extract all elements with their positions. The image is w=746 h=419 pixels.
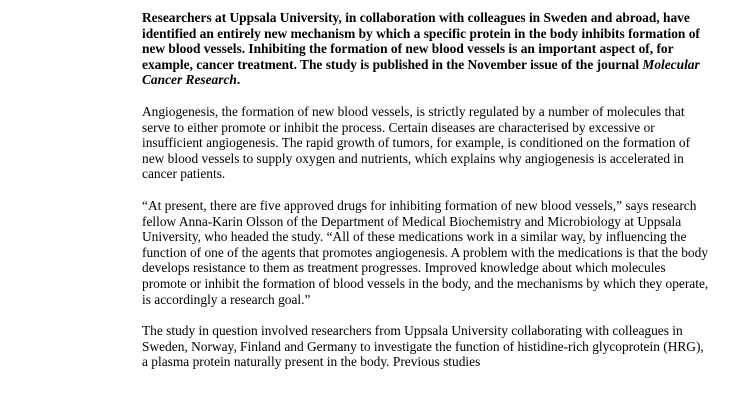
body-paragraph-angiogenesis: Angiogenesis, the formation of new blood vessels, is strictly regulated by a number of molecules that serve to either promote or inhibit the process. Certain diseases are characterised by excessive or insufficient angiogenesis. The rapid growth of tumors, for example, is conditioned on the formation of new blood vessels to supply oxygen and nutrients, which explains why angiogenesis is accelerated in cancer patients. <box>142 103 691 182</box>
body-paragraph-quote: “At present, there are five approved drugs for inhibiting formation of new blood vessels,” says research fellow Anna-Karin Olsson of the Department of Medical Biochemistry and Microbiology at Uppsala University, who headed the study. “All of these medications work in a similar way, by influencing the function of one of the agents that promotes angiogenesis. A problem with the medications is that the body develops resistance to them as treatment progresses. Improved knowledge about which molecules promote or inhibit the formation of blood vessels in the body, and the mechanisms by which they operate, is accordingly a research goal.” <box>142 197 709 307</box>
lead-end: . <box>236 72 241 88</box>
body-paragraph-study: The study in question involved researchers from Uppsala University collaborating with colleagues in Sweden, Norway, Finland and Germany to investigate the function of histidine-rich glycoprotein (HRG), a plasma protein naturally present in the body. Previous studies <box>142 323 704 370</box>
document-page <box>142 10 712 386</box>
lead-text: Researchers at Uppsala University, in collaboration with colleagues in Sweden and abroad, have identified an entirely new mechanism by which a specific protein in the body inhibits formation of new blood vessels. Inhibiting the formation of new blood vessels is an important aspect of, for example, cancer treatment. The study is published in the November issue of the journal <box>142 10 700 72</box>
lead-paragraph <box>142 10 712 88</box>
journal-name: Molecular Cancer Research <box>142 56 700 88</box>
